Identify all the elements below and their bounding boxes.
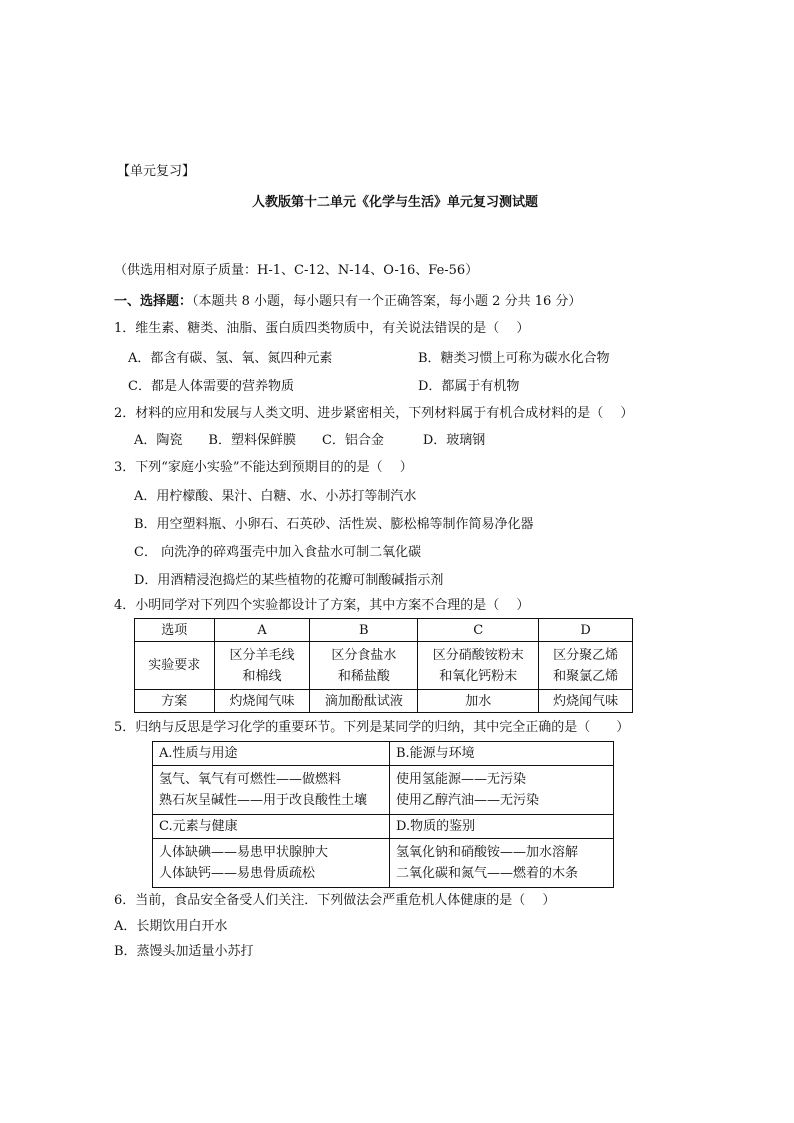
table-cell: B.能源与环境 xyxy=(390,742,614,766)
section-note: （本题共 8 小题，每小题只有一个正确答案，每小题 2 分共 16 分） xyxy=(192,294,582,309)
cell-line: 和聚氯乙烯 xyxy=(553,668,619,684)
q1-option-a: A．都含有碳、氢、氧、氮四种元素 xyxy=(128,351,333,366)
cell-line: 氢气、氧气有可燃性——做燃料 xyxy=(159,772,342,787)
table-cell: B xyxy=(310,619,418,642)
q5-table xyxy=(152,741,614,888)
q6-option-a: A．长期饮用白开水 xyxy=(114,919,228,934)
q6-option-b: B．蒸馒头加适量小苏打 xyxy=(114,944,254,959)
cell-line: 使用乙醇汽油——无污染 xyxy=(396,793,540,808)
table-cell: 灼烧闻气味 xyxy=(214,690,310,713)
q3-option-a: A．用柠檬酸、果汁、白糖、水、小苏打等制汽水 xyxy=(134,489,417,504)
q3-stem: 3．下列“家庭小实验”不能达到预期目的的是（ ） xyxy=(114,460,413,475)
table-cell xyxy=(390,766,614,815)
table-row xyxy=(135,619,633,642)
table-cell xyxy=(214,642,310,690)
table-cell: 实验要求 xyxy=(135,642,215,690)
table-row xyxy=(135,642,633,690)
table-cell xyxy=(153,839,390,888)
cell-line: 人体缺钙——易患骨质疏松 xyxy=(159,866,316,881)
q2-options: A．陶瓷 B．塑料保鲜膜 C．铝合金 D．玻璃钢 xyxy=(134,433,486,448)
table-cell: A xyxy=(214,619,310,642)
q4-table xyxy=(134,618,633,713)
q5-stem: 5．归纳与反思是学习化学的重要环节。下列是某同学的归纳，其中完全正确的是（ ） xyxy=(114,720,630,735)
page-title: 人教版第十二单元《化学与生活》单元复习测试题 xyxy=(252,195,539,210)
cell-line: 熟石灰呈碱性——用于改良酸性土壤 xyxy=(159,793,368,808)
table-cell: 灼烧闻气味 xyxy=(539,690,633,713)
table-cell: 选项 xyxy=(135,619,215,642)
cell-line: 和氧化钙粉末 xyxy=(439,668,518,684)
q3-option-b: B．用空塑料瓶、小卵石、石英砂、活性炭、膨松棉等制作简易净化器 xyxy=(134,517,534,532)
table-cell: D.物质的鉴别 xyxy=(390,815,614,839)
table-row xyxy=(153,766,614,815)
cell-line: 使用氢能源——无污染 xyxy=(396,772,527,787)
atomic-masses-note: （供选用相对原子质量：H-1、C-12、N-14、O-16、Fe-56） xyxy=(114,263,479,278)
table-cell xyxy=(390,839,614,888)
section-label: 一、选择题： xyxy=(114,294,193,309)
section-heading xyxy=(114,293,581,311)
table-cell: 滴加酚酞试液 xyxy=(310,690,418,713)
cell-line: 区分硝酸铵粉末 xyxy=(432,647,524,663)
cell-line: 人体缺碘——易患甲状腺肿大 xyxy=(159,845,329,860)
q4-stem: 4．小明同学对下列四个实验都设计了方案，其中方案不合理的是（ ） xyxy=(114,598,530,613)
table-cell xyxy=(310,642,418,690)
q1-option-b: B．糖类习惯上可称为碳水化合物 xyxy=(418,351,610,366)
table-cell xyxy=(153,766,390,815)
table-row xyxy=(153,815,614,839)
q2-stem: 2．材料的应用和发展与人类文明、进步紧密相关，下列材料属于有机合成材料的是（ ） xyxy=(114,406,634,421)
q1-stem: 1．维生素、糖类、油脂、蛋白质四类物质中，有关说法错误的是（ ） xyxy=(114,321,530,336)
table-row xyxy=(153,742,614,766)
cell-line: 区分羊毛线 xyxy=(229,647,295,663)
cell-line: 氢氧化钠和硝酸铵——加水溶解 xyxy=(396,845,579,860)
table-cell: 方案 xyxy=(135,690,215,713)
table-cell: C xyxy=(418,619,539,642)
q3-option-c: C． 向洗净的碎鸡蛋壳中加入食盐水可制二氧化碳 xyxy=(134,545,422,560)
unit-review-tag: 【单元复习】 xyxy=(117,164,196,179)
table-row xyxy=(153,839,614,888)
table-cell xyxy=(539,642,633,690)
q1-option-c: C．都是人体需要的营养物质 xyxy=(128,379,294,394)
table-cell: 加水 xyxy=(418,690,539,713)
q3-option-d: D．用酒精浸泡捣烂的某些植物的花瓣可制酸碱指示剂 xyxy=(134,573,444,588)
q1-option-d: D．都属于有机物 xyxy=(418,379,520,394)
table-row xyxy=(135,690,633,713)
table-cell: D xyxy=(539,619,633,642)
cell-line: 和稀盐酸 xyxy=(337,668,390,684)
cell-line: 区分聚乙烯 xyxy=(553,647,619,663)
cell-line: 二氧化碳和氮气——燃着的木条 xyxy=(396,866,579,881)
cell-line: 和棉线 xyxy=(242,668,282,684)
table-cell: C.元素与健康 xyxy=(153,815,390,839)
table-cell xyxy=(418,642,539,690)
q6-stem: 6．当前，食品安全备受人们关注．下列做法会严重危机人体健康的是（ ） xyxy=(114,893,556,908)
cell-line: 区分食盐水 xyxy=(331,647,397,663)
table-cell: A.性质与用途 xyxy=(153,742,390,766)
